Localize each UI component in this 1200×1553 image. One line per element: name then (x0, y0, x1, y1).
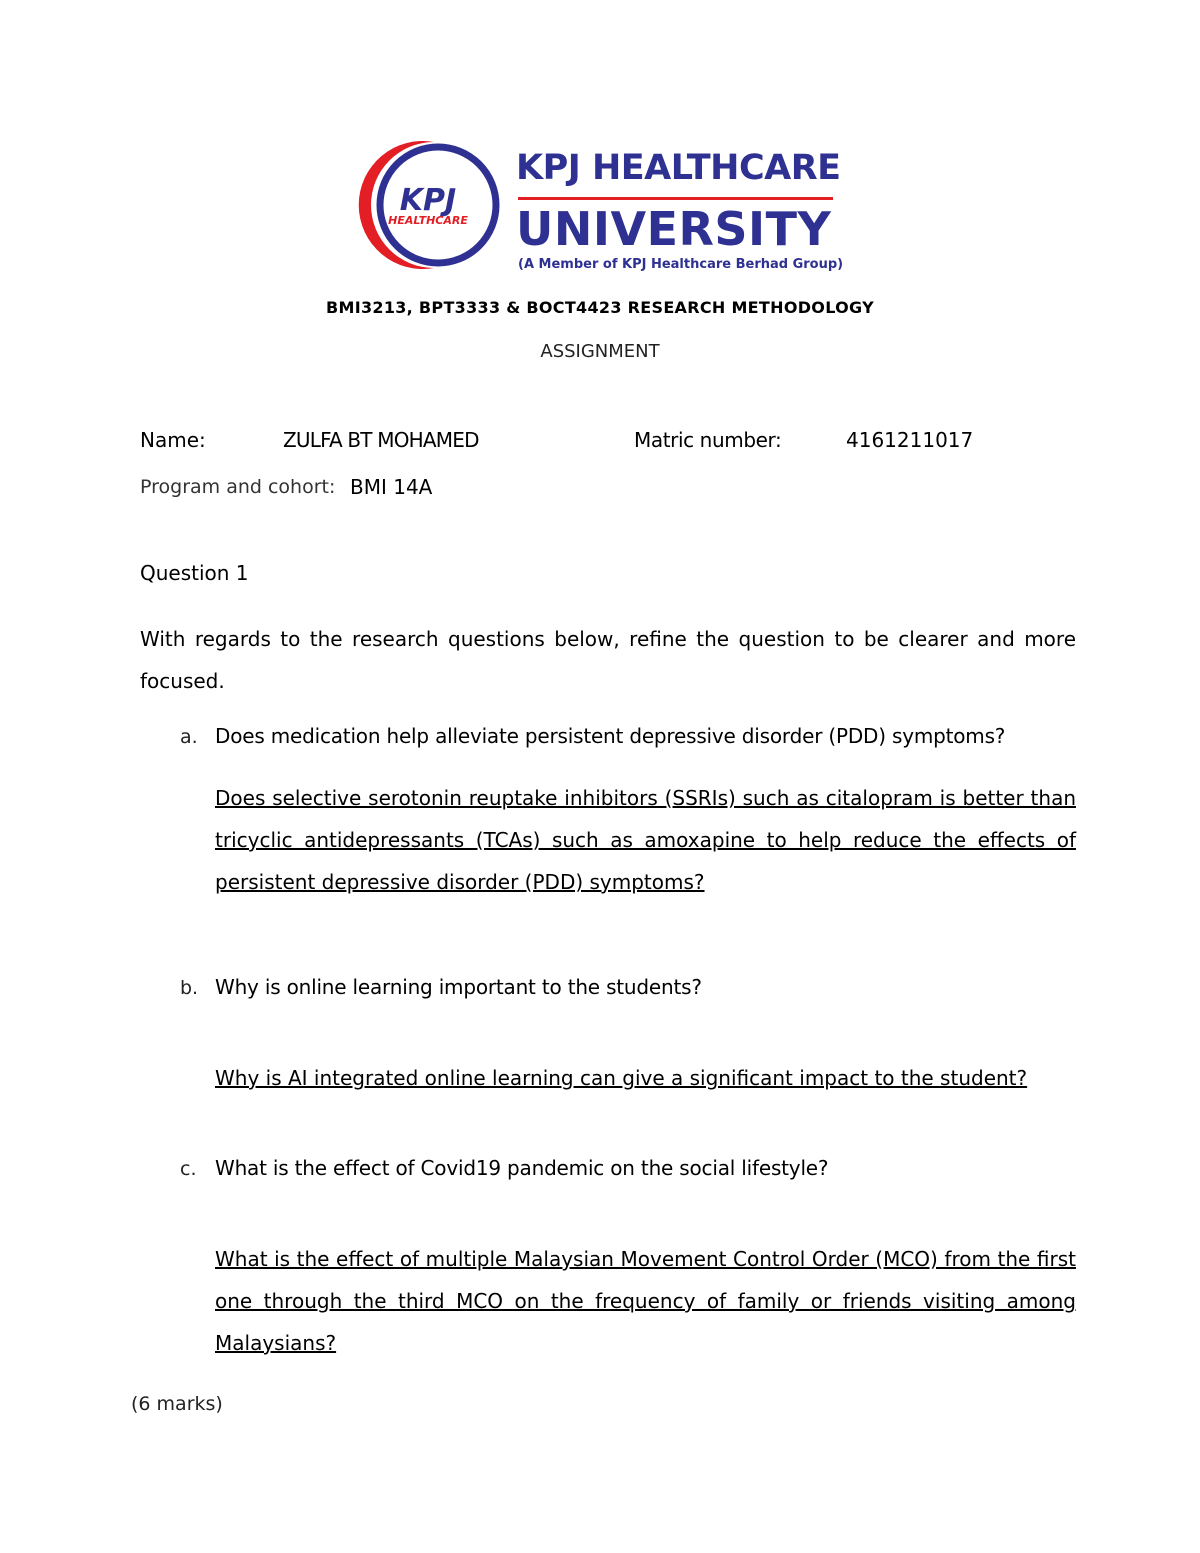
item-a-letter: a. (180, 726, 198, 748)
course-title: BMI3213, BPT3333 & BOCT4423 RESEARCH METHODOLOGY (325, 298, 874, 317)
assignment-title: ASSIGNMENT (540, 341, 660, 362)
question-heading: Question 1 (140, 561, 249, 585)
item-b-letter: b. (180, 977, 199, 999)
matric-value: 4161211017 (846, 428, 974, 452)
name-label: Name: (140, 428, 206, 452)
item-b-question: Why is online learning important to the students? (215, 975, 702, 999)
logo-university: UNIVERSITY (516, 202, 832, 256)
item-a-question: Does medication help alleviate persistent depressive disorder (PDD) symptoms? (215, 724, 1006, 748)
logo-kpj-healthcare: KPJ HEALTHCARE (516, 148, 841, 188)
program-label: Program and cohort: (140, 476, 336, 498)
university-logo-emblem (356, 140, 502, 270)
item-c-letter: c. (180, 1158, 197, 1180)
item-c-answer: What is the effect of multiple Malaysian Movement Control Order (MCO) from the first one through the third MCO on the frequency of family or friends visiting among Malaysians? (215, 1247, 1076, 1355)
marks-label: (6 marks) (131, 1393, 223, 1415)
item-c-question: What is the effect of Covid19 pandemic on the social lifestyle? (215, 1156, 829, 1180)
logo-tagline: (A Member of KPJ Healthcare Berhad Group) (518, 257, 844, 272)
emblem-healthcare-text: HEALTHCARE (388, 214, 468, 227)
item-b-answer: Why is AI integrated online learning can give a significant impact to the student? (215, 1066, 1028, 1090)
item-a-answer: Does selective serotonin reuptake inhibitors (SSRIs) such as citalopram is better than tricyclic antidepressants (TCAs) such as amoxapine to help reduce the effects of persistent depressive disorder (PDD) symptoms? (215, 786, 1076, 894)
matric-label: Matric number: (634, 428, 782, 452)
emblem-kpj-text: KPJ (399, 183, 457, 218)
name-value: ZULFA BT MOHAMED (283, 428, 479, 452)
logo-divider (518, 197, 833, 200)
question-instruction: With regards to the research questions below, refine the question to be clearer and more focused. (140, 627, 1076, 693)
program-value: BMI 14A (350, 475, 433, 499)
